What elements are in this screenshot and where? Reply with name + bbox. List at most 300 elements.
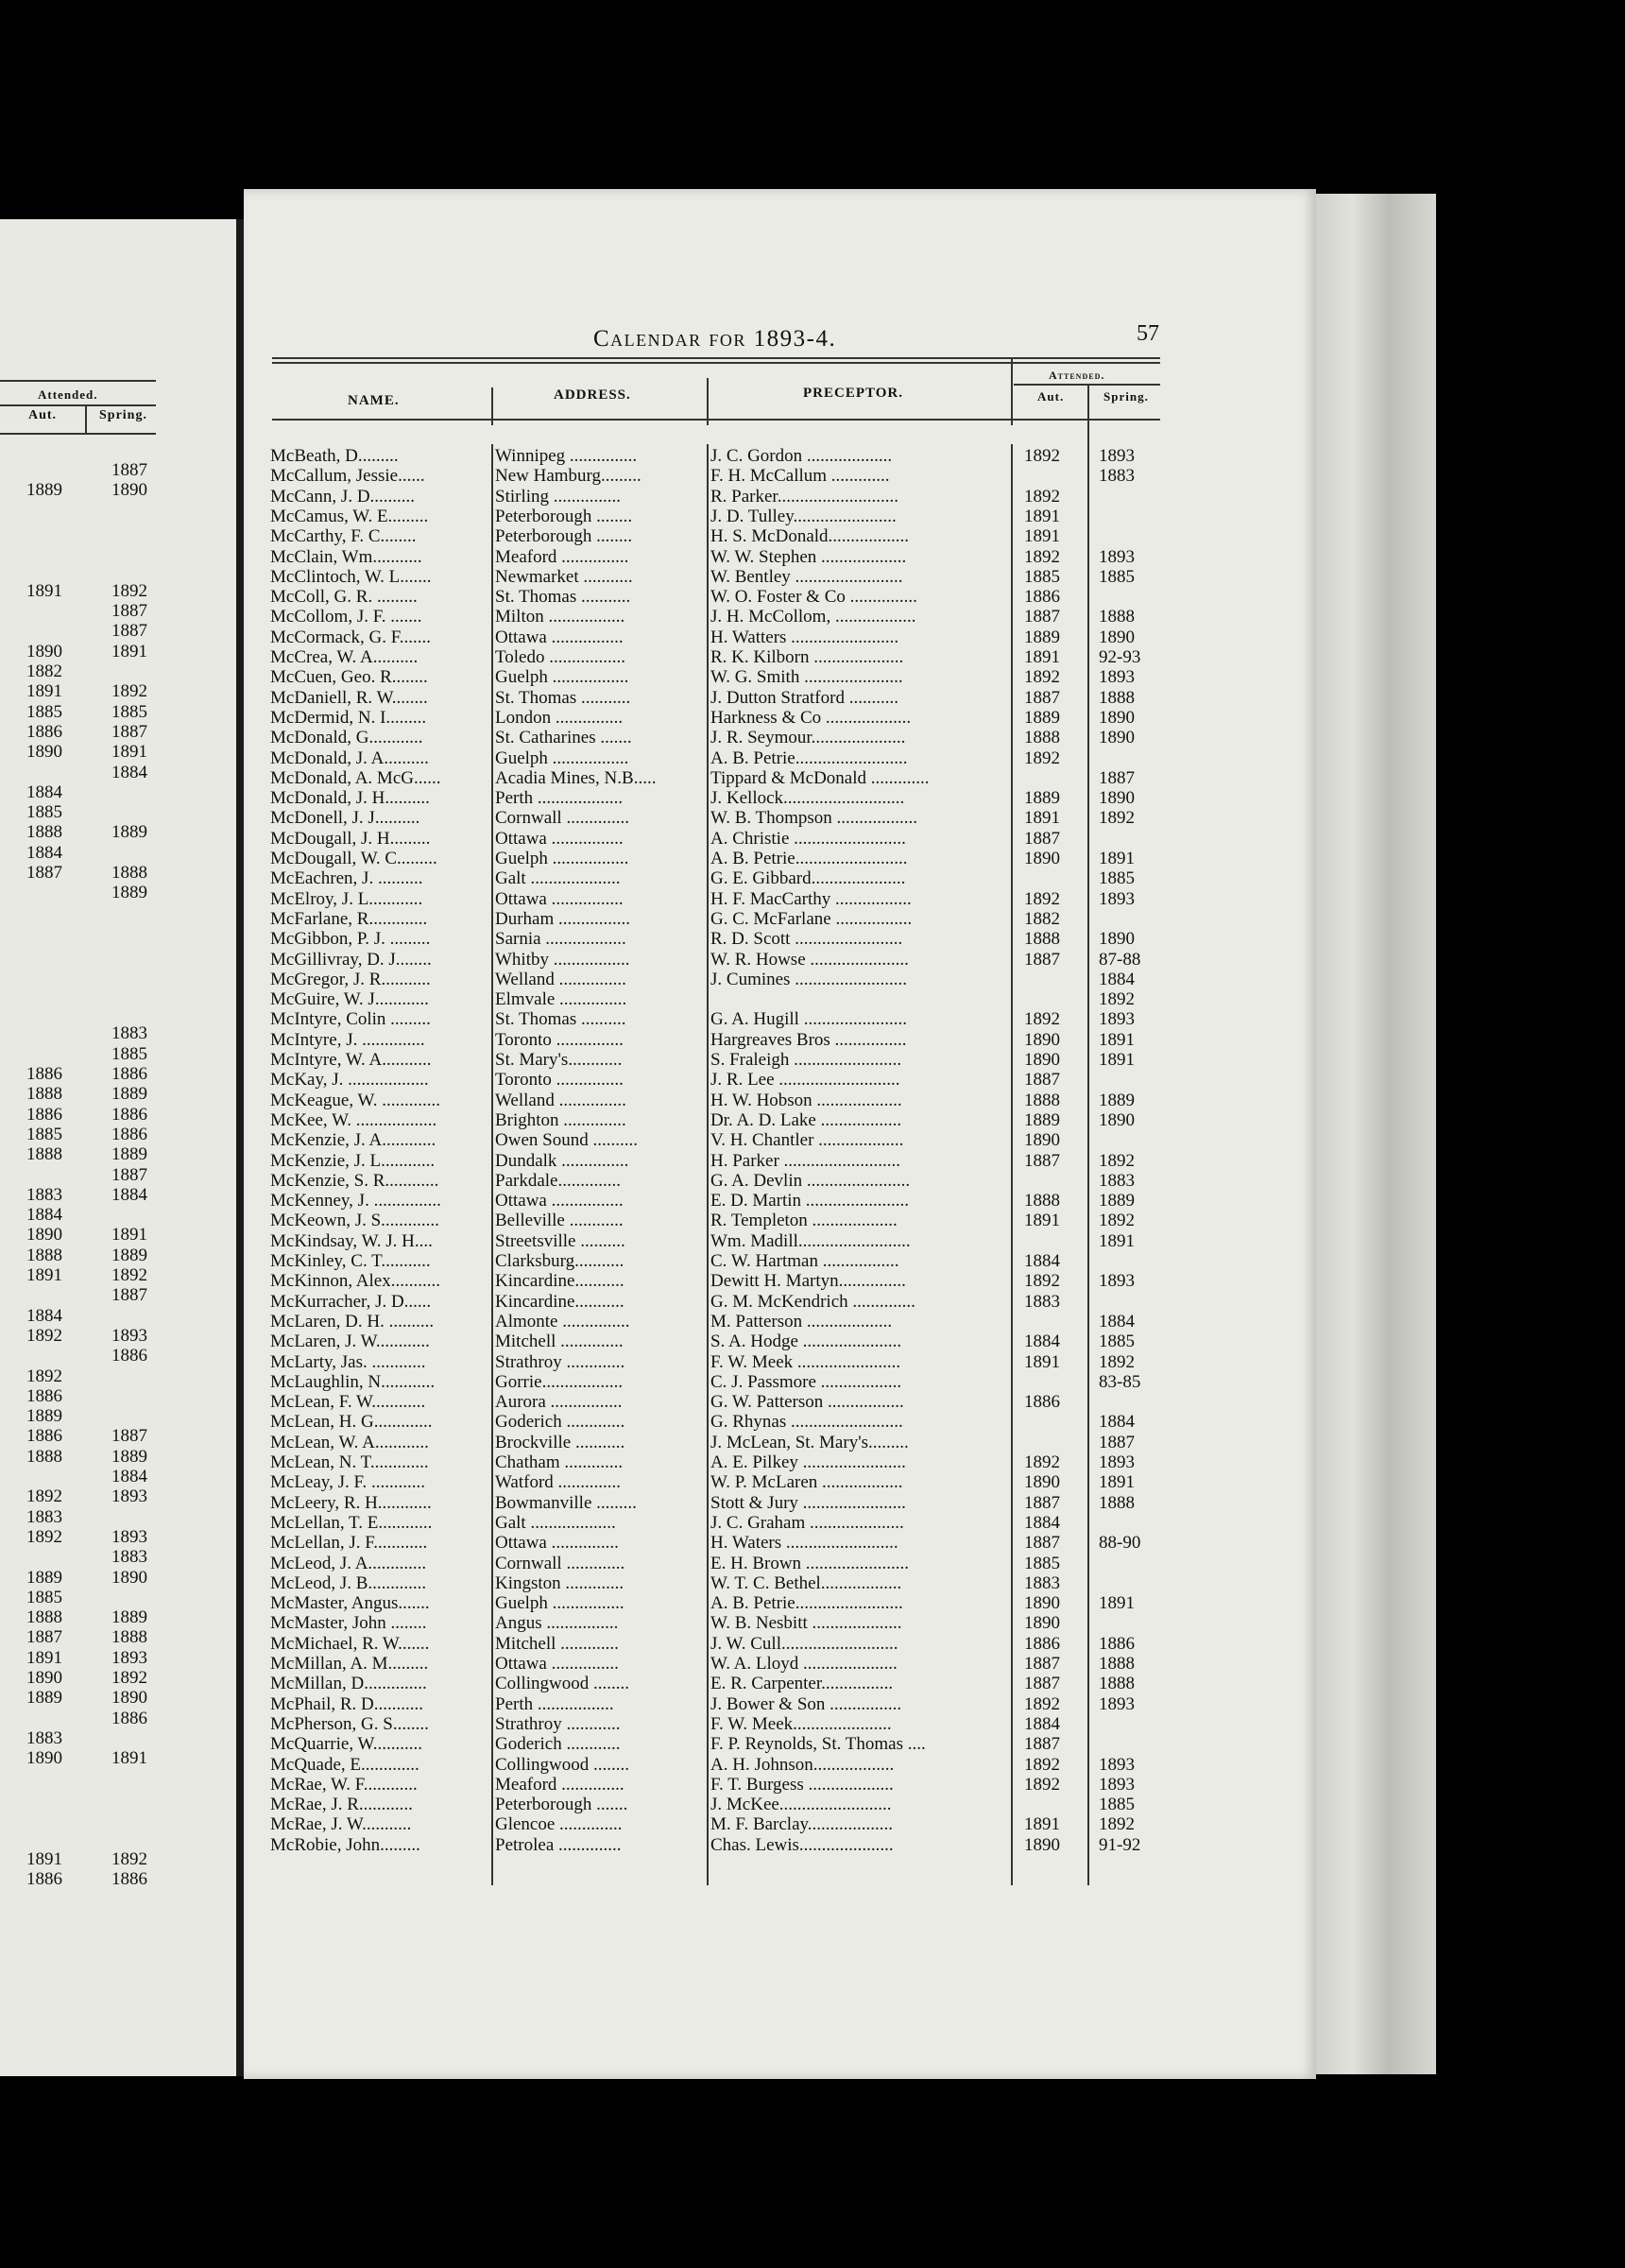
row-name: McRae, W. F............ bbox=[270, 1774, 418, 1795]
preceptor-header: PRECEPTOR. bbox=[803, 386, 903, 401]
left-header-rule-bottom bbox=[0, 433, 156, 435]
left-entry-spring: 1892 bbox=[111, 1668, 147, 1688]
left-entry-spring: 1893 bbox=[111, 1647, 147, 1668]
row-address: St. Thomas ........... bbox=[495, 687, 631, 708]
row-name: McCann, J. D.......... bbox=[270, 486, 416, 507]
left-entry-aut: 1886 bbox=[26, 1385, 62, 1406]
name-header: NAME. bbox=[348, 393, 400, 408]
row-preceptor: J. Dutton Stratford ........... bbox=[710, 687, 898, 708]
column-rule-name bbox=[491, 444, 493, 1885]
row-address: Mitchell .............. bbox=[495, 1332, 624, 1352]
left-entry-aut: 1886 bbox=[26, 721, 62, 742]
row-address: Durham ................ bbox=[495, 908, 631, 929]
left-entry-aut: 1890 bbox=[26, 641, 62, 662]
left-entry-aut: 1884 bbox=[26, 1305, 62, 1326]
left-entry-spring: 1889 bbox=[111, 1144, 147, 1165]
row-preceptor: F. T. Burgess ................... bbox=[710, 1774, 894, 1795]
row-address: New Hamburg......... bbox=[495, 466, 641, 487]
row-address: Almonte ............... bbox=[495, 1311, 630, 1332]
row-aut: 1884 bbox=[1024, 1713, 1060, 1734]
row-preceptor: F. W. Meek...................... bbox=[710, 1713, 892, 1734]
row-preceptor: Chas. Lewis..................... bbox=[710, 1834, 894, 1855]
row-aut: 1887 bbox=[1024, 1533, 1060, 1554]
row-spring: 1885 bbox=[1099, 1332, 1135, 1352]
row-spring: 1890 bbox=[1099, 788, 1135, 809]
row-name: McDonald, J. H.......... bbox=[270, 788, 430, 809]
row-address: Toronto ............... bbox=[495, 1029, 624, 1050]
row-preceptor: G. E. Gibbard..................... bbox=[710, 868, 906, 889]
row-aut: 1889 bbox=[1024, 1109, 1060, 1130]
row-address: Toronto ............... bbox=[495, 1070, 624, 1091]
row-address: Aurora ................ bbox=[495, 1392, 623, 1413]
row-preceptor: G. A. Hugill ....................... bbox=[710, 1009, 907, 1030]
row-spring: 1884 bbox=[1099, 1311, 1135, 1332]
row-name: McGregor, J. R........... bbox=[270, 969, 431, 989]
row-spring: 1891 bbox=[1099, 1230, 1135, 1251]
row-preceptor: J. Kellock........................... bbox=[710, 788, 905, 809]
row-aut: 1885 bbox=[1024, 1553, 1060, 1573]
row-aut: 1890 bbox=[1024, 1834, 1060, 1855]
left-entry-aut: 1892 bbox=[26, 1486, 62, 1507]
left-entry-aut: 1886 bbox=[26, 1104, 62, 1125]
row-name: McLaughlin, N............ bbox=[270, 1371, 436, 1392]
left-entry-aut: 1883 bbox=[26, 1506, 62, 1527]
row-name: McIntyre, J. .............. bbox=[270, 1029, 425, 1050]
left-entry-aut: 1890 bbox=[26, 1668, 62, 1688]
row-name: McCuen, Geo. R........ bbox=[270, 667, 428, 688]
aut-header: Aut. bbox=[1037, 389, 1065, 404]
row-address: Stirling ............... bbox=[495, 486, 622, 507]
row-aut: 1886 bbox=[1024, 1392, 1060, 1413]
left-entry-spring: 1889 bbox=[111, 1084, 147, 1105]
row-aut: 1891 bbox=[1024, 1814, 1060, 1835]
row-address: Brockville ........... bbox=[495, 1432, 625, 1452]
row-aut: 1891 bbox=[1024, 526, 1060, 547]
left-page bbox=[0, 219, 236, 2076]
row-spring: 1886 bbox=[1099, 1633, 1135, 1654]
row-name: McLeay, J. F. ............ bbox=[270, 1472, 426, 1493]
row-aut: 1892 bbox=[1024, 1271, 1060, 1292]
row-preceptor: W. B. Thompson .................. bbox=[710, 808, 918, 829]
row-address: Newmarket ........... bbox=[495, 566, 633, 587]
row-spring: 1885 bbox=[1099, 566, 1135, 587]
row-preceptor: E. D. Martin ....................... bbox=[710, 1191, 910, 1211]
row-preceptor: W. A. Lloyd ..................... bbox=[710, 1654, 898, 1674]
row-spring: 1887 bbox=[1099, 1432, 1135, 1452]
row-aut: 1887 bbox=[1024, 687, 1060, 708]
row-aut: 1886 bbox=[1024, 587, 1060, 608]
row-address: Watford .............. bbox=[495, 1472, 622, 1493]
row-address: Milton ................. bbox=[495, 607, 625, 627]
left-entry-spring: 1893 bbox=[111, 1526, 147, 1547]
row-name: McKenzie, J. A............ bbox=[270, 1130, 436, 1151]
row-address: Galt .................... bbox=[495, 868, 621, 889]
left-spring-header: Spring. bbox=[99, 408, 147, 422]
row-preceptor: Tippard & McDonald ............. bbox=[710, 767, 930, 788]
row-preceptor: Wm. Madill......................... bbox=[710, 1230, 911, 1251]
row-preceptor: J. W. Cull.......................... bbox=[710, 1633, 898, 1654]
row-spring: 1893 bbox=[1099, 667, 1135, 688]
left-entry-spring: 1883 bbox=[111, 1547, 147, 1568]
row-preceptor: E. R. Carpenter................ bbox=[710, 1674, 894, 1694]
row-name: McLean, F. W............ bbox=[270, 1392, 426, 1413]
left-entry-aut: 1889 bbox=[26, 1406, 62, 1427]
row-address: Galt ................... bbox=[495, 1512, 616, 1533]
row-preceptor: A. H. Johnson.................. bbox=[710, 1754, 895, 1775]
right-page bbox=[244, 189, 1316, 2079]
row-aut: 1892 bbox=[1024, 1754, 1060, 1775]
row-preceptor: J. Bower & Son ................ bbox=[710, 1693, 902, 1714]
row-aut: 1887 bbox=[1024, 1150, 1060, 1171]
row-address: Strathroy ............. bbox=[495, 1351, 625, 1372]
left-entry-spring: 1884 bbox=[111, 762, 147, 782]
left-entry-aut: 1887 bbox=[26, 863, 62, 883]
row-spring: 1888 bbox=[1099, 1492, 1135, 1513]
row-spring: 1893 bbox=[1099, 1452, 1135, 1472]
left-entry-spring: 1886 bbox=[111, 1124, 147, 1144]
left-entry-spring: 1886 bbox=[111, 1708, 147, 1728]
row-address: Kingston ............. bbox=[495, 1572, 624, 1593]
row-spring: 1889 bbox=[1099, 1191, 1135, 1211]
row-aut: 1888 bbox=[1024, 1191, 1060, 1211]
row-name: McDonald, A. McG...... bbox=[270, 767, 441, 788]
row-address: Petrolea .............. bbox=[495, 1834, 622, 1855]
row-preceptor: F. W. Meek ....................... bbox=[710, 1351, 901, 1372]
row-address: Ottawa ................ bbox=[495, 627, 624, 647]
row-spring: 1885 bbox=[1099, 1795, 1135, 1815]
row-preceptor: W. P. McLaren .................. bbox=[710, 1472, 903, 1493]
left-entry-aut: 1890 bbox=[26, 1225, 62, 1246]
row-preceptor: C. W. Hartman ................. bbox=[710, 1251, 899, 1271]
left-header-rule-mid bbox=[0, 404, 156, 406]
row-preceptor: H. S. McDonald.................. bbox=[710, 526, 910, 547]
column-rule-address bbox=[707, 444, 709, 1885]
row-spring: 1893 bbox=[1099, 888, 1135, 909]
row-name: McPhail, R. D........... bbox=[270, 1693, 424, 1714]
left-entry-aut: 1889 bbox=[26, 1567, 62, 1588]
row-name: McColl, G. R. ......... bbox=[270, 587, 418, 608]
row-spring: 1891 bbox=[1099, 1050, 1135, 1070]
left-entry-spring: 1886 bbox=[111, 1869, 147, 1889]
row-preceptor: A. B. Petrie......................... bbox=[710, 747, 908, 768]
row-preceptor: R. Templeton ................... bbox=[710, 1211, 898, 1231]
row-spring: 1893 bbox=[1099, 1009, 1135, 1030]
row-aut: 1889 bbox=[1024, 707, 1060, 728]
left-entry-spring: 1889 bbox=[111, 1607, 147, 1628]
column-rule-aut bbox=[1087, 425, 1089, 1885]
left-entry-spring: 1890 bbox=[111, 1567, 147, 1588]
row-name: McElroy, J. L............ bbox=[270, 888, 423, 909]
left-entry-spring: 1891 bbox=[111, 742, 147, 763]
row-address: Peterborough ....... bbox=[495, 1795, 628, 1815]
row-preceptor: W. O. Foster & Co ............... bbox=[710, 587, 917, 608]
row-spring: 1892 bbox=[1099, 1211, 1135, 1231]
row-spring: 92-93 bbox=[1099, 647, 1141, 667]
row-spring: 1883 bbox=[1099, 466, 1135, 487]
left-entry-aut: 1890 bbox=[26, 1748, 62, 1769]
left-entry-spring: 1887 bbox=[111, 721, 147, 742]
row-name: McPherson, G. S........ bbox=[270, 1713, 429, 1734]
row-address: Owen Sound .......... bbox=[495, 1130, 638, 1151]
left-entry-spring: 1887 bbox=[111, 601, 147, 622]
row-address: Collingwood ........ bbox=[495, 1754, 629, 1775]
row-name: McMillan, A. M......... bbox=[270, 1654, 429, 1674]
left-entry-aut: 1889 bbox=[26, 1688, 62, 1709]
row-preceptor: J. Cumines ......................... bbox=[710, 969, 907, 989]
row-address: Sarnia .................. bbox=[495, 929, 626, 950]
left-entry-spring: 1890 bbox=[111, 1688, 147, 1709]
row-name: McGillivray, D. J........ bbox=[270, 949, 432, 970]
row-preceptor: J. McLean, St. Mary's......... bbox=[710, 1432, 909, 1452]
left-entry-spring: 1884 bbox=[111, 1184, 147, 1205]
row-address: Winnipeg ............... bbox=[495, 446, 638, 466]
row-spring: 1888 bbox=[1099, 687, 1135, 708]
row-name: McMillan, D.............. bbox=[270, 1674, 427, 1694]
row-aut: 1883 bbox=[1024, 1291, 1060, 1312]
left-entry-aut: 1889 bbox=[26, 480, 62, 501]
row-spring: 1892 bbox=[1099, 1814, 1135, 1835]
row-name: McLaren, J. W............ bbox=[270, 1332, 430, 1352]
left-entry-spring: 1888 bbox=[111, 863, 147, 883]
row-name: McMaster, John ........ bbox=[270, 1613, 427, 1634]
row-aut: 1884 bbox=[1024, 1512, 1060, 1533]
row-address: Belleville ............ bbox=[495, 1211, 624, 1231]
row-preceptor: J. H. McCollom, .................. bbox=[710, 607, 916, 627]
left-entry-spring: 1892 bbox=[111, 1848, 147, 1869]
row-name: McRae, J. R............ bbox=[270, 1795, 413, 1815]
spring-header: Spring. bbox=[1103, 389, 1149, 404]
left-entry-aut: 1892 bbox=[26, 1366, 62, 1386]
row-aut: 1892 bbox=[1024, 747, 1060, 768]
row-spring: 1893 bbox=[1099, 1774, 1135, 1795]
left-entry-spring: 1891 bbox=[111, 1748, 147, 1769]
left-entry-aut: 1888 bbox=[26, 1144, 62, 1165]
row-address: Elmvale ............... bbox=[495, 989, 627, 1010]
row-address: Bowmanville ......... bbox=[495, 1492, 637, 1513]
row-aut: 1887 bbox=[1024, 1654, 1060, 1674]
left-entry-spring: 1892 bbox=[111, 1265, 147, 1285]
left-entry-spring: 1891 bbox=[111, 641, 147, 662]
row-address: Goderich ............. bbox=[495, 1412, 625, 1433]
row-aut: 1884 bbox=[1024, 1251, 1060, 1271]
row-address: Perth ................... bbox=[495, 788, 624, 809]
row-address: Dundalk ............... bbox=[495, 1150, 629, 1171]
row-spring: 1891 bbox=[1099, 1472, 1135, 1493]
left-entry-aut: 1888 bbox=[26, 1446, 62, 1467]
row-preceptor: G. Rhynas ......................... bbox=[710, 1412, 903, 1433]
row-preceptor: H. Waters ......................... bbox=[710, 1533, 898, 1554]
row-aut: 1888 bbox=[1024, 929, 1060, 950]
row-preceptor: R. Parker........................... bbox=[710, 486, 898, 507]
row-address: Guelph ................. bbox=[495, 849, 629, 868]
row-aut: 1887 bbox=[1024, 949, 1060, 970]
left-entry-aut: 1891 bbox=[26, 1265, 62, 1285]
header-rule-bottom bbox=[272, 419, 1160, 421]
left-entry-spring: 1886 bbox=[111, 1104, 147, 1125]
left-entry-spring: 1887 bbox=[111, 460, 147, 480]
row-aut: 1890 bbox=[1024, 1613, 1060, 1634]
row-preceptor: F. P. Reynolds, St. Thomas .... bbox=[710, 1734, 926, 1755]
row-name: McCollom, J. F. ....... bbox=[270, 607, 422, 627]
row-name: McLaren, D. H. .......... bbox=[270, 1311, 435, 1332]
row-aut: 1882 bbox=[1024, 908, 1060, 929]
left-entry-aut: 1890 bbox=[26, 742, 62, 763]
page-edge bbox=[1316, 194, 1436, 2074]
header-divider-name bbox=[491, 387, 493, 425]
row-name: McLeod, J. A............. bbox=[270, 1553, 427, 1573]
row-spring: 1891 bbox=[1099, 1029, 1135, 1050]
row-address: Perth ................. bbox=[495, 1693, 614, 1714]
left-entry-aut: 1885 bbox=[26, 1587, 62, 1607]
row-address: Ottawa ................ bbox=[495, 828, 624, 849]
row-name: McQuade, E............. bbox=[270, 1754, 419, 1775]
header-divider-aut bbox=[1087, 384, 1089, 425]
row-name: McKurracher, J. D...... bbox=[270, 1291, 432, 1312]
row-name: McLean, W. A............ bbox=[270, 1432, 429, 1452]
row-preceptor: A. B. Petrie......................... bbox=[710, 849, 908, 868]
row-spring: 1892 bbox=[1099, 989, 1135, 1010]
row-spring: 1890 bbox=[1099, 627, 1135, 647]
row-address: Meaford ............... bbox=[495, 546, 629, 567]
row-preceptor: J. C. Graham ..................... bbox=[710, 1512, 904, 1533]
row-preceptor: J. D. Tulley....................... bbox=[710, 506, 897, 526]
row-aut: 1890 bbox=[1024, 1472, 1060, 1493]
row-preceptor: W. Bentley ........................ bbox=[710, 566, 903, 587]
row-address: Brighton .............. bbox=[495, 1109, 626, 1130]
row-name: McFarlane, R............. bbox=[270, 908, 428, 929]
row-spring: 1891 bbox=[1099, 849, 1135, 868]
left-entry-spring: 1891 bbox=[111, 1225, 147, 1246]
left-entry-spring: 1889 bbox=[111, 883, 147, 903]
row-aut: 1886 bbox=[1024, 1633, 1060, 1654]
left-entry-spring: 1888 bbox=[111, 1627, 147, 1648]
row-name: McDougall, J. H......... bbox=[270, 828, 431, 849]
row-address: Meaford .............. bbox=[495, 1774, 624, 1795]
row-spring: 1888 bbox=[1099, 1654, 1135, 1674]
row-aut: 1892 bbox=[1024, 1774, 1060, 1795]
row-spring: 1893 bbox=[1099, 1754, 1135, 1775]
row-name: McDonald, G............ bbox=[270, 728, 423, 748]
row-preceptor: W. B. Nesbitt .................... bbox=[710, 1613, 902, 1634]
row-spring: 1893 bbox=[1099, 1693, 1135, 1714]
row-aut: 1892 bbox=[1024, 1009, 1060, 1030]
row-spring: 1893 bbox=[1099, 446, 1135, 466]
row-name: McIntyre, W. A........... bbox=[270, 1050, 432, 1070]
left-entry-aut: 1892 bbox=[26, 1325, 62, 1346]
row-name: McLellan, T. E............ bbox=[270, 1512, 433, 1533]
row-address: Mitchell ............. bbox=[495, 1633, 619, 1654]
left-entry-aut: 1885 bbox=[26, 701, 62, 722]
left-entry-aut: 1886 bbox=[26, 1869, 62, 1889]
row-preceptor: F. H. McCallum ............. bbox=[710, 466, 890, 487]
left-entry-aut: 1882 bbox=[26, 662, 62, 681]
row-address: Kincardine........... bbox=[495, 1271, 624, 1292]
left-entry-spring: 1893 bbox=[111, 1325, 147, 1346]
row-aut: 1887 bbox=[1024, 1734, 1060, 1755]
column-rule-preceptor bbox=[1011, 444, 1013, 1885]
left-entry-aut: 1888 bbox=[26, 822, 62, 843]
row-spring: 1890 bbox=[1099, 707, 1135, 728]
row-address: St. Mary's............ bbox=[495, 1050, 623, 1070]
row-preceptor: A. B. Petrie........................ bbox=[710, 1593, 903, 1614]
row-preceptor: Dewitt H. Martyn............... bbox=[710, 1271, 906, 1292]
row-name: McDonald, J. A.......... bbox=[270, 747, 429, 768]
row-preceptor: G. M. McKendrich .............. bbox=[710, 1291, 915, 1312]
row-aut: 1891 bbox=[1024, 506, 1060, 526]
row-name: McRobie, John......... bbox=[270, 1834, 420, 1855]
row-preceptor: A. Christie ......................... bbox=[710, 828, 906, 849]
row-aut: 1885 bbox=[1024, 566, 1060, 587]
row-preceptor: H. W. Hobson ................... bbox=[710, 1090, 902, 1110]
left-entry-spring: 1887 bbox=[111, 1426, 147, 1447]
row-address: Goderich ............ bbox=[495, 1734, 621, 1755]
row-name: McIntyre, Colin ......... bbox=[270, 1009, 431, 1030]
row-address: St. Thomas ........... bbox=[495, 587, 631, 608]
row-address: Ottawa ................ bbox=[495, 1191, 624, 1211]
left-entry-aut: 1888 bbox=[26, 1084, 62, 1105]
row-preceptor: W. G. Smith ...................... bbox=[710, 667, 903, 688]
row-address: Guelph ................. bbox=[495, 667, 629, 688]
row-aut: 1889 bbox=[1024, 627, 1060, 647]
left-entry-spring: 1890 bbox=[111, 480, 147, 501]
row-spring: 1889 bbox=[1099, 1090, 1135, 1110]
left-entry-aut: 1884 bbox=[26, 782, 62, 802]
row-name: McKinnon, Alex........... bbox=[270, 1271, 440, 1292]
row-address: Angus ................ bbox=[495, 1613, 619, 1634]
row-spring: 1890 bbox=[1099, 1109, 1135, 1130]
left-entry-spring: 1883 bbox=[111, 1023, 147, 1044]
row-preceptor: H. Watters ........................ bbox=[710, 627, 899, 647]
row-aut: 1887 bbox=[1024, 607, 1060, 627]
left-entry-spring: 1887 bbox=[111, 621, 147, 642]
row-preceptor: Dr. A. D. Lake .................. bbox=[710, 1109, 902, 1130]
row-address: Clarksburg........... bbox=[495, 1251, 624, 1271]
row-preceptor: V. H. Chantler ................... bbox=[710, 1130, 904, 1151]
row-aut: 1892 bbox=[1024, 486, 1060, 507]
row-name: McKee, W. .................. bbox=[270, 1109, 437, 1130]
row-address: Whitby ................. bbox=[495, 949, 630, 970]
left-entry-aut: 1884 bbox=[26, 1205, 62, 1226]
row-address: Guelph ................. bbox=[495, 747, 629, 768]
left-entry-aut: 1885 bbox=[26, 802, 62, 823]
row-address: Welland ............... bbox=[495, 969, 626, 989]
header-divider-address bbox=[707, 378, 709, 425]
row-preceptor: M. Patterson ................... bbox=[710, 1311, 893, 1332]
row-aut: 1887 bbox=[1024, 1492, 1060, 1513]
row-name: McLean, N. T............. bbox=[270, 1452, 429, 1472]
row-name: McKenzie, J. L............ bbox=[270, 1150, 436, 1171]
row-address: St. Thomas .......... bbox=[495, 1009, 626, 1030]
row-spring: 1893 bbox=[1099, 1271, 1135, 1292]
left-entry-aut: 1891 bbox=[26, 1647, 62, 1668]
row-name: McDonell, J. J.......... bbox=[270, 808, 420, 829]
row-preceptor: W. W. Stephen ................... bbox=[710, 546, 907, 567]
row-aut: 1890 bbox=[1024, 1130, 1060, 1151]
row-address: Cornwall ............. bbox=[495, 1553, 625, 1573]
row-name: McDaniell, R. W........ bbox=[270, 687, 428, 708]
left-entry-spring: 1893 bbox=[111, 1486, 147, 1507]
row-name: McKeown, J. S............. bbox=[270, 1211, 439, 1231]
row-address: Toledo ................. bbox=[495, 647, 625, 667]
header-divider-preceptor bbox=[1011, 357, 1013, 425]
row-preceptor: J. R. Lee ........................... bbox=[710, 1070, 900, 1091]
row-address: Cornwall .............. bbox=[495, 808, 629, 829]
left-entry-aut: 1884 bbox=[26, 842, 62, 863]
row-aut: 1887 bbox=[1024, 828, 1060, 849]
row-preceptor: G. C. McFarlane ................. bbox=[710, 908, 913, 929]
row-name: McLeod, J. B............. bbox=[270, 1572, 427, 1593]
header-rule-top-2 bbox=[272, 362, 1160, 364]
